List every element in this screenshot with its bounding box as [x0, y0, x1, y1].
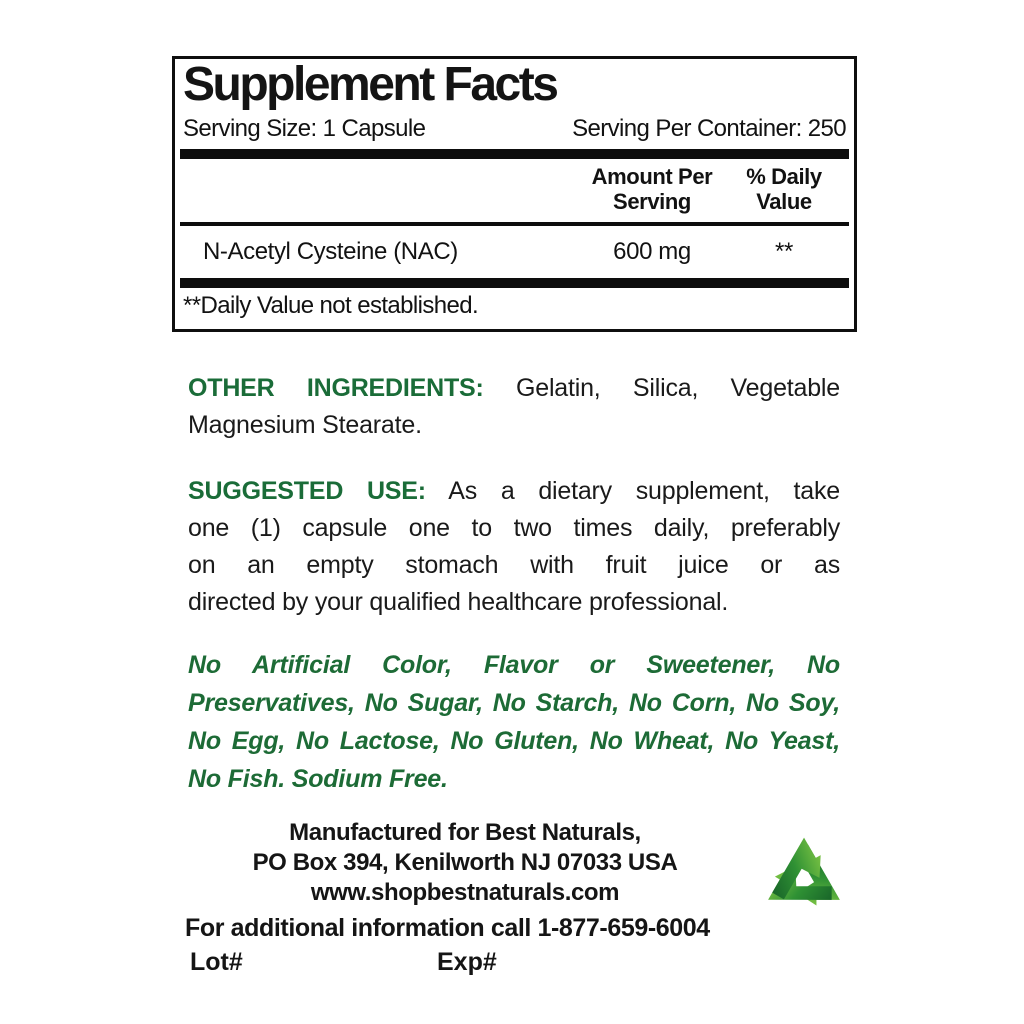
- lot-number-label: Lot#: [190, 948, 243, 976]
- other-ingredients-label: OTHER INGREDIENTS:: [188, 374, 484, 402]
- manufacturer-website: www.shopbestnaturals.com: [310, 879, 620, 906]
- suggested-use-line: on an empty stomach with fruit juice or as: [188, 551, 840, 579]
- nutrient-row: [175, 226, 854, 278]
- divider-thick-top: [180, 149, 849, 159]
- nutrient-name: N-Acetyl Cysteine (NAC): [203, 238, 458, 265]
- supplement-facts-panel: [172, 56, 857, 332]
- manufacturer-address: PO Box 394, Kenilworth NJ 07033 USA: [252, 849, 678, 876]
- nutrient-daily-value: **: [775, 238, 793, 265]
- nutrient-amount: 600 mg: [613, 238, 691, 265]
- manufacturer-line: Manufactured for Best Naturals,: [289, 819, 641, 846]
- manufacturer-block: [175, 818, 755, 908]
- claims-line: Preservatives, No Sugar, No Starch, No Corn, No Soy,: [188, 689, 840, 717]
- other-ingredients-paragraph: [188, 370, 840, 444]
- claims-line: No Fish. Sodium Free.: [188, 765, 448, 793]
- phone-info-line: For additional information call 1-877-659-6004: [185, 914, 710, 942]
- claims-line: No Artificial Color, Flavor or Sweetener, No: [188, 651, 840, 679]
- suggested-use-line: [188, 473, 840, 510]
- claims-line: No Egg, No Lactose, No Gluten, No Wheat, No Yeast,: [188, 727, 840, 755]
- daily-value-header: % Daily Value: [746, 164, 822, 214]
- other-ingredients-line: [188, 370, 840, 407]
- servings-per-container-text: Serving Per Container: 250: [572, 115, 846, 142]
- amount-per-serving-header: Amount Per Serving: [591, 164, 713, 214]
- other-ingredients-line: Magnesium Stearate.: [188, 411, 422, 439]
- exp-number-label: Exp#: [437, 948, 497, 976]
- recycle-icon: [748, 821, 860, 933]
- suggested-use-paragraph: [188, 473, 840, 621]
- column-header-row: [175, 159, 854, 219]
- suggested-use-label: SUGGESTED USE:: [188, 477, 426, 505]
- suggested-use-line: one (1) capsule one to two times daily, preferably: [188, 514, 840, 542]
- serving-row: [183, 115, 846, 143]
- daily-value-footnote: **Daily Value not established.: [183, 292, 479, 319]
- other-ingredients-text: Gelatin, Silica, Vegetable: [516, 374, 840, 402]
- suggested-use-text: As a dietary supplement, take: [448, 477, 840, 505]
- suggested-use-line: directed by your qualified healthcare professional.: [188, 588, 729, 616]
- no-additives-claims-paragraph: [188, 646, 840, 798]
- facts-title: Supplement Facts: [183, 58, 557, 111]
- serving-size-text: Serving Size: 1 Capsule: [183, 115, 426, 142]
- divider-thick-bottom: [180, 278, 849, 288]
